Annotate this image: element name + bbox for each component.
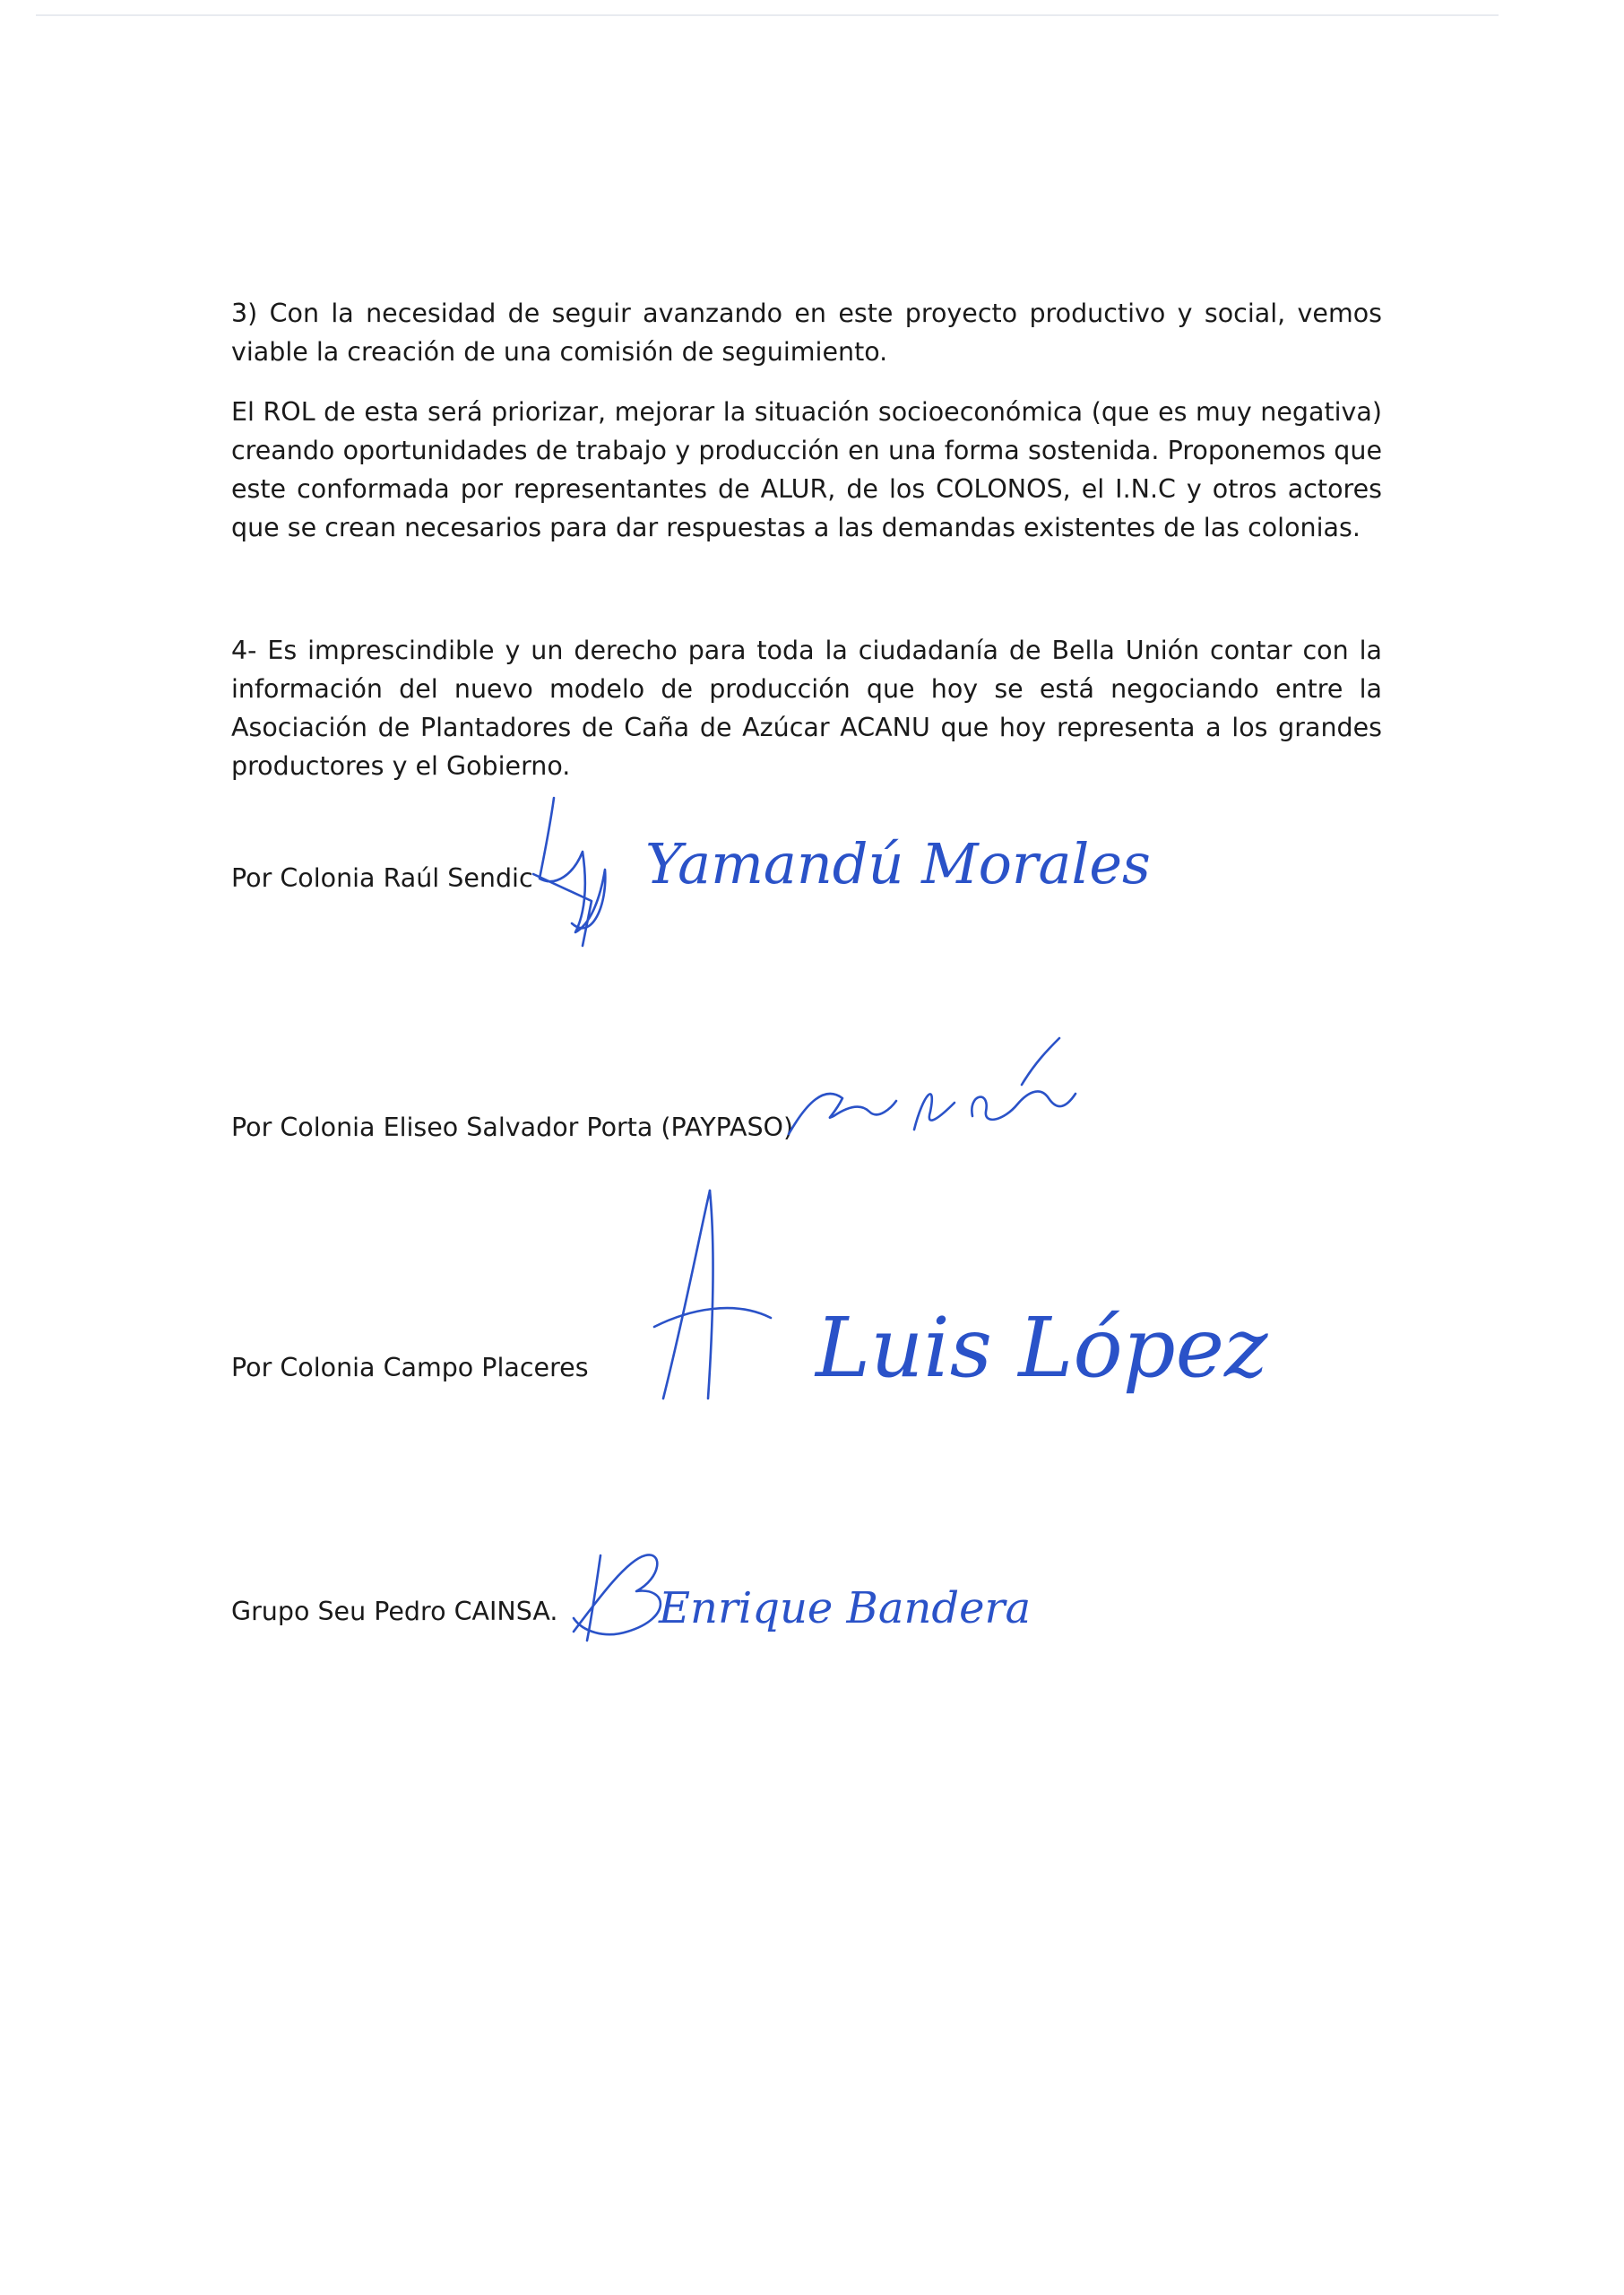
signature-label-campo-placeres: Por Colonia Campo Placeres (231, 1353, 589, 1382)
section-3 (231, 294, 1382, 371)
section-4-paragraph: 4- Es imprescindible y un derecho para toda la ciudadanía de Bella Unión contar con la información del nuevo modelo de producción que hoy se está negociando entre la Asociación de Plantadores de Caña de Azúcar ACANU que hoy representa a los grandes productores y el Gobierno. (231, 636, 1382, 781)
signature-label-seu-pedro: Grupo Seu Pedro CAINSA. (231, 1597, 558, 1626)
signature-raul-sendic (529, 789, 1151, 959)
signature-label-raul-sendic: Por Colonia Raúl Sendic (231, 863, 533, 893)
scan-edge-rule (36, 14, 1499, 16)
signature-seu-pedro (565, 1542, 1049, 1650)
signature-label-paypaso: Por Colonia Eliseo Salvador Porta (PAYPASO) (231, 1113, 794, 1142)
rol-paragraph: El ROL de esta será priorizar, mejorar la situación socioeconómica (que es muy negativa) creando oportunidades de trabajo y producción en una forma sostenida. Proponemos que este conformada por representantes de ALUR, de los COLONOS, el I.N.C y otros actores que se crean necesarios para dar respuestas a las demandas existentes de las colonias. (231, 397, 1382, 542)
signature-name-morales: Yamandú Morales (645, 831, 1151, 896)
signature-name-lopez: Luis López (816, 1300, 1268, 1396)
signature-campo-placeres (636, 1183, 1268, 1416)
section-3-intro: 3) Con la necesidad de seguir avanzando en este proyecto productivo y social, vemos viable la creación de una comisión de seguimiento. (231, 299, 1382, 367)
section-3-rol (231, 393, 1382, 547)
signature-name-bandera: Enrique Bandera (659, 1583, 1032, 1633)
signature-paypaso (780, 1031, 1084, 1148)
section-4 (231, 631, 1382, 785)
